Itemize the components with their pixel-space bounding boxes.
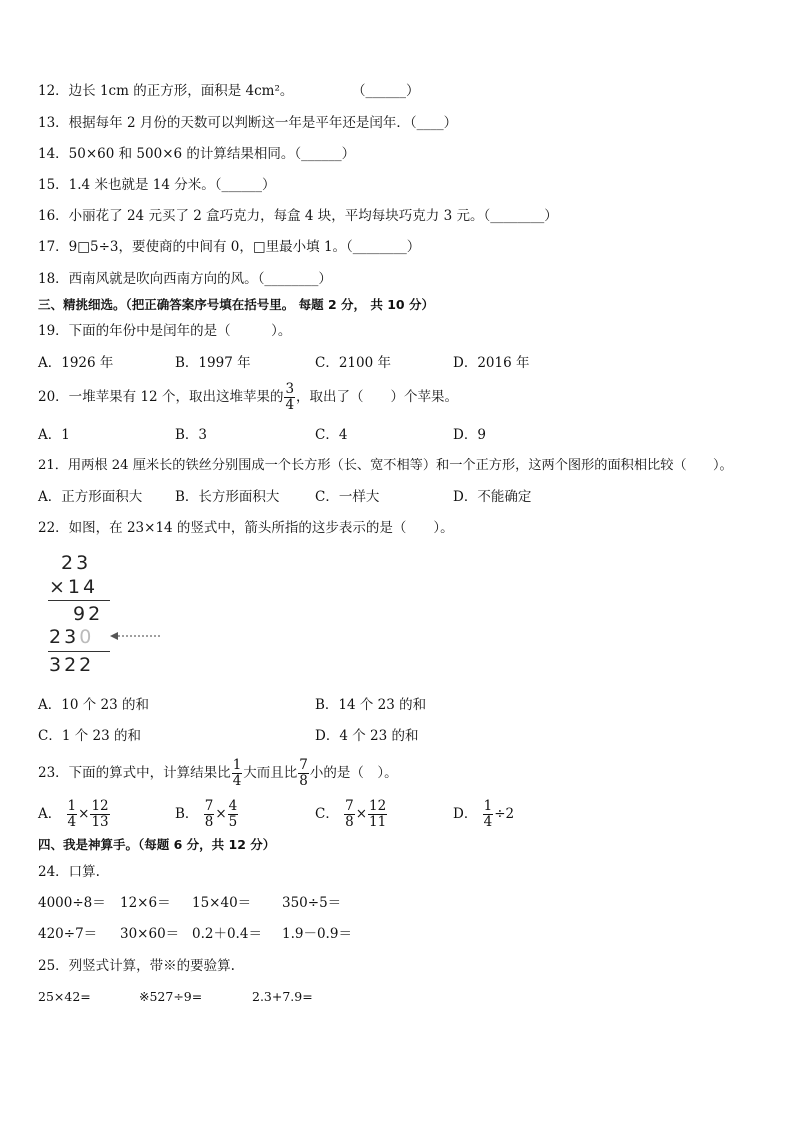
question-15-text: 15．1.4 米也就是 14 分米。 — [38, 177, 215, 193]
fraction-denominator: 4 — [285, 397, 295, 413]
question-22-stem: 22．如图，在 23×14 的竖式中，箭头所指的这步表示的是（ ）。 — [38, 520, 454, 536]
question-19-stem: 19．下面的年份中是闰年的是（ ）。 — [38, 323, 292, 339]
fraction-denominator: 13 — [91, 814, 109, 830]
fraction-denominator: 8 — [345, 814, 354, 830]
q23-option-c[interactable] — [315, 796, 388, 832]
q19-option-a[interactable]: A．1926 年 — [38, 355, 114, 371]
fraction-numerator: 1 — [232, 757, 242, 773]
question-16-text: 16．小丽花了 24 元买了 2 盒巧克力，每盒 4 块，平均每块巧克力 3 元。 — [38, 208, 484, 224]
question-24-stem: 24．口算. — [38, 864, 100, 880]
vertical-row-partial-1: 92 — [73, 603, 104, 625]
fraction-denominator: 8 — [299, 773, 308, 789]
fraction — [204, 799, 215, 830]
question-25-stem: 25．列竖式计算，带※的要验算. — [38, 958, 235, 974]
fraction-denominator: 4 — [67, 814, 77, 830]
fraction-denominator: 8 — [204, 814, 214, 830]
fraction-numerator: 12 — [369, 798, 387, 814]
answer-bracket-15[interactable]: （______） — [214, 177, 276, 193]
question-12 — [38, 82, 293, 100]
mental-math-item[interactable]: 1.9－0.9＝ — [282, 926, 352, 942]
question-15 — [38, 176, 275, 194]
fraction-denominator: 11 — [369, 814, 387, 830]
option-d-tail: ÷2 — [494, 806, 515, 822]
question-16 — [38, 207, 558, 225]
fraction-numerator: 3 — [285, 381, 295, 397]
fraction-numerator: 7 — [299, 757, 308, 773]
vertical-calc-item[interactable]: 25×42= — [38, 989, 91, 1004]
fraction-7-8 — [298, 758, 309, 789]
option-label: D． — [453, 806, 478, 822]
section-4-heading: 四、我是神算手。（每题 6 分，共 12 分） — [38, 837, 276, 852]
fraction-numerator: 1 — [67, 798, 77, 814]
q20-option-b[interactable]: B．3 — [175, 427, 208, 443]
mental-math-item[interactable]: 4000÷8＝ — [38, 895, 106, 911]
option-label: A． — [38, 806, 62, 822]
question-21-stem: 21．用两根 24 厘米长的铁丝分别围成一个长方形（长、宽不相等）和一个正方形，这两个图形的面积相比较（ ）。 — [38, 458, 733, 473]
q22-option-c[interactable]: C．1 个 23 的和 — [38, 728, 141, 744]
q19-option-d[interactable]: D．2016 年 — [453, 355, 530, 371]
q21-option-c[interactable]: C．一样大 — [315, 489, 380, 505]
q21-option-a[interactable]: A．正方形面积大 — [38, 489, 143, 505]
answer-bracket-18[interactable]: （________） — [257, 271, 332, 287]
q23-option-a[interactable] — [38, 796, 111, 832]
dotted-zero-placeholder: 0 — [79, 626, 95, 648]
fraction — [67, 799, 78, 830]
answer-bracket-14[interactable]: （______） — [294, 146, 356, 162]
option-label: C． — [315, 806, 339, 822]
vertical-calc-item[interactable]: ※527÷9= — [139, 989, 203, 1004]
q20-stem-after: ，取出了（ ）个苹果。 — [296, 389, 459, 405]
q20-option-a[interactable]: A．1 — [38, 427, 70, 443]
fraction-1-4 — [232, 758, 243, 789]
q19-option-b[interactable]: B．1997 年 — [175, 355, 251, 371]
question-14 — [38, 145, 355, 163]
mental-math-item[interactable]: 350÷5＝ — [282, 895, 342, 911]
q22-option-a[interactable]: A．10 个 23 的和 — [38, 697, 149, 713]
question-13-text: 13．根据每年 2 月份的天数可以判断这一年是平年还是闰年． — [38, 115, 410, 131]
q22-option-b[interactable]: B．14 个 23 的和 — [315, 697, 427, 713]
fraction — [344, 799, 355, 830]
q21-option-d[interactable]: D．不能确定 — [453, 489, 532, 505]
answer-bracket-13[interactable]: （____） — [409, 115, 458, 131]
question-17 — [38, 238, 420, 256]
fraction-denominator: 5 — [228, 814, 238, 830]
vertical-calc-item[interactable]: 2.3+7.9= — [252, 989, 313, 1004]
option-label: B． — [175, 806, 199, 822]
answer-bracket-17[interactable]: （________） — [346, 239, 421, 255]
vertical-line-2 — [48, 651, 110, 652]
answer-bracket-16[interactable]: （________） — [483, 208, 558, 224]
q19-option-c[interactable]: C．2100 年 — [315, 355, 391, 371]
mental-math-item[interactable]: 0.2＋0.4＝ — [192, 926, 262, 942]
q23-stem-after: 小的是（ ）。 — [309, 765, 398, 781]
fraction-denominator: 4 — [232, 773, 242, 789]
question-20-stem — [38, 380, 458, 414]
mental-math-item[interactable]: 12×6＝ — [120, 895, 171, 911]
question-18-text: 18．西南风就是吹向西南方向的风。 — [38, 271, 258, 287]
fraction-numerator: 7 — [345, 798, 354, 814]
mental-math-item[interactable]: 15×40＝ — [192, 895, 252, 911]
fraction-denominator: 4 — [483, 814, 493, 830]
question-13 — [38, 114, 457, 132]
fraction-numerator: 4 — [228, 798, 238, 814]
mental-math-item[interactable]: 420÷7＝ — [38, 926, 98, 942]
question-14-text: 14．50×60 和 500×6 的计算结果相同。 — [38, 146, 295, 162]
question-18 — [38, 270, 332, 288]
mental-math-item[interactable]: 30×60＝ — [120, 926, 180, 942]
fraction — [483, 799, 494, 830]
section-3-heading: 三、精挑细选。（把正确答案序号填在括号里。 每题 2 分， 共 10 分） — [38, 297, 434, 312]
q23-option-d[interactable] — [453, 796, 514, 832]
q23-option-b[interactable] — [175, 796, 239, 832]
operator: × — [215, 806, 227, 822]
fraction-numerator: 1 — [483, 798, 493, 814]
fraction-numerator: 7 — [204, 798, 214, 814]
q20-option-d[interactable]: D．9 — [453, 427, 486, 443]
operator: × — [355, 806, 368, 822]
partial-2-digits: 23 — [49, 626, 80, 648]
vertical-row-product: 322 — [49, 654, 95, 676]
arrow-icon — [110, 629, 164, 647]
q20-stem-before: 20．一堆苹果有 12 个，取出这堆苹果的 — [38, 389, 284, 405]
q20-option-c[interactable]: C．4 — [315, 427, 348, 443]
q23-stem-mid: 大而且比 — [243, 765, 298, 781]
vertical-line-1 — [48, 600, 110, 601]
q21-option-b[interactable]: B．长方形面积大 — [175, 489, 280, 505]
q22-option-d[interactable]: D．4 个 23 的和 — [315, 728, 419, 744]
vertical-row-multiplier: ×14 — [49, 576, 99, 598]
fraction-numerator: 12 — [91, 798, 109, 814]
q23-stem-before: 23．下面的算式中，计算结果比 — [38, 765, 231, 781]
fraction — [368, 799, 387, 830]
fraction — [228, 799, 239, 830]
fraction-3-4 — [284, 382, 295, 413]
answer-bracket-12[interactable]: （______） — [352, 83, 420, 99]
fraction — [90, 799, 109, 830]
operator: × — [78, 806, 90, 822]
vertical-row-multiplicand: 23 — [61, 552, 92, 574]
question-23-stem — [38, 756, 398, 790]
question-12-text: 12．边长 1cm 的正方形，面积是 4cm²。 — [38, 83, 294, 99]
vertical-row-partial-2 — [49, 626, 94, 648]
question-17-text: 17．9□5÷3，要使商的中间有 0，□里最小填 1。 — [38, 239, 347, 255]
